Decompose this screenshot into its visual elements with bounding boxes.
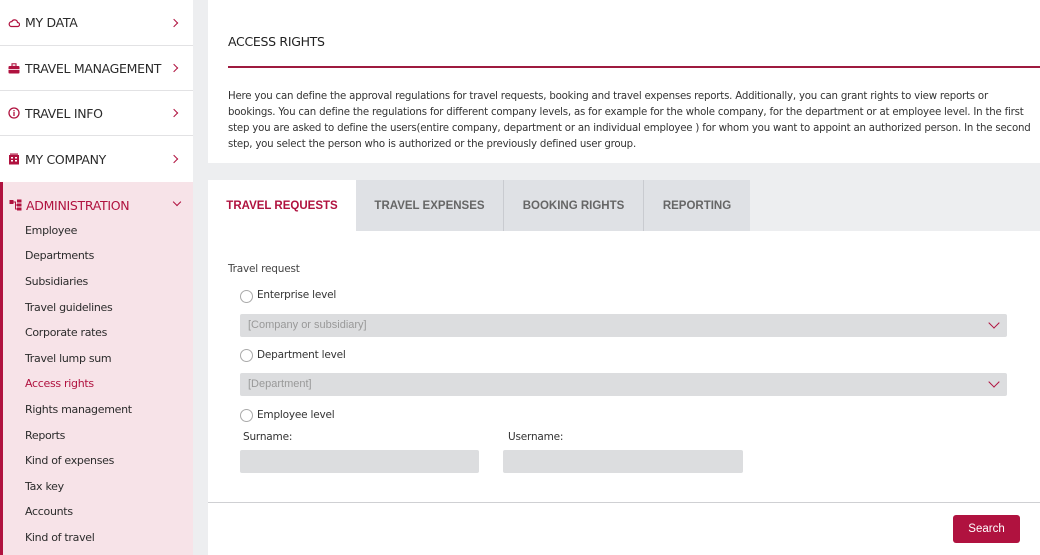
- sidebar-subitem-departments[interactable]: Departments: [25, 249, 94, 262]
- sidebar: [0, 0, 193, 555]
- sidebar-item-label: TRAVEL INFO: [25, 105, 103, 121]
- enterprise-level-radio[interactable]: [240, 290, 253, 303]
- chevron-down-icon: [173, 198, 181, 206]
- username-input[interactable]: [503, 450, 743, 473]
- sidebar-item-label: MY DATA: [25, 15, 78, 30]
- page-description: Here you can define the approval regulations for travel requests, booking and travel expenses reports. Additionally, you can grant rights to view reports or bookings. You can define the regulations for different company levels, as for example for the whole company, for the department or at employee level. In the first step you are asked to define the users(entire company, department or an individual employee ) for whom you want to appoint an authorized person. In the second step, you select the person who is authorized or the previously defined user group.: [228, 91, 1031, 150]
- sidebar-subitem-corporate-rates[interactable]: Corporate rates: [25, 326, 108, 339]
- sidebar-subitem-travel-guidelines[interactable]: Travel guidelines: [25, 301, 113, 314]
- chevron-down-icon: [988, 376, 999, 387]
- sidebar-item-my-company[interactable]: [0, 136, 193, 182]
- page-title: ACCESS RIGHTS: [228, 34, 325, 49]
- search-button[interactable]: Search: [953, 515, 1020, 543]
- company-select-placeholder: [Company or subsidiary]: [248, 319, 367, 331]
- company-select[interactable]: [240, 314, 1007, 337]
- sidebar-subitem-subsidiaries[interactable]: Subsidiaries: [25, 275, 88, 288]
- department-select[interactable]: [240, 373, 1007, 396]
- surname-label: Surname:: [243, 431, 293, 443]
- tab-bar: [208, 180, 1040, 231]
- employee-level-radio[interactable]: [240, 409, 253, 422]
- tab-reporting[interactable]: REPORTING: [644, 180, 750, 231]
- tab-travel-requests[interactable]: TRAVEL REQUESTS: [208, 180, 356, 231]
- info-icon: [8, 107, 20, 119]
- sidebar-subitem-employee[interactable]: Employee: [25, 224, 78, 237]
- sidebar-subitem-travel-lump-sum[interactable]: Travel lump sum: [25, 352, 112, 365]
- form-divider: [208, 502, 1040, 503]
- employee-level-label: Employee level: [257, 409, 335, 421]
- building-icon: [8, 153, 20, 165]
- sidebar-item-label: MY COMPANY: [25, 151, 107, 167]
- sidebar-subitem-kind-of-travel[interactable]: Kind of travel: [25, 531, 95, 544]
- chevron-down-icon: [988, 317, 999, 328]
- sidebar-subitem-reports[interactable]: Reports: [25, 429, 66, 442]
- sidebar-subitem-kind-of-expenses[interactable]: Kind of expenses: [25, 454, 115, 467]
- department-level-label: Department level: [257, 349, 346, 361]
- surname-input[interactable]: [240, 450, 479, 473]
- sidebar-item-travel-management[interactable]: [0, 46, 193, 91]
- chevron-right-icon: [170, 109, 178, 117]
- department-level-radio[interactable]: [240, 349, 253, 362]
- sidebar-item-label: TRAVEL MANAGEMENT: [25, 60, 162, 76]
- sidebar-subitem-tax-key[interactable]: Tax key: [25, 480, 64, 493]
- sidebar-item-travel-info[interactable]: [0, 91, 193, 136]
- enterprise-level-label: Enterprise level: [257, 289, 337, 301]
- title-divider: [228, 66, 1040, 68]
- tab-booking-rights[interactable]: BOOKING RIGHTS: [504, 180, 644, 231]
- chevron-right-icon: [170, 18, 178, 26]
- sidebar-item-label: ADMINISTRATION: [26, 197, 130, 213]
- info-panel: [208, 0, 1040, 163]
- sidebar-subitem-access-rights[interactable]: Access rights: [25, 377, 94, 390]
- sidebar-item-my-data[interactable]: [0, 0, 193, 46]
- chevron-right-icon: [170, 64, 178, 72]
- sidebar-subitem-rights-management[interactable]: Rights management: [25, 403, 132, 416]
- department-select-placeholder: [Department]: [248, 378, 312, 390]
- chevron-right-icon: [170, 155, 178, 163]
- suitcase-icon: [8, 62, 20, 74]
- sidebar-section-administration: [0, 182, 193, 555]
- sidebar-subitem-accounts[interactable]: Accounts: [25, 505, 73, 518]
- sidebar-item-administration[interactable]: [3, 196, 193, 214]
- tab-travel-expenses[interactable]: TRAVEL EXPENSES: [356, 180, 504, 231]
- cloud-icon: [8, 17, 20, 29]
- org-chart-icon: [9, 199, 22, 214]
- form-panel: [208, 231, 1040, 555]
- username-label: Username:: [508, 431, 564, 443]
- section-label: Travel request: [228, 263, 300, 275]
